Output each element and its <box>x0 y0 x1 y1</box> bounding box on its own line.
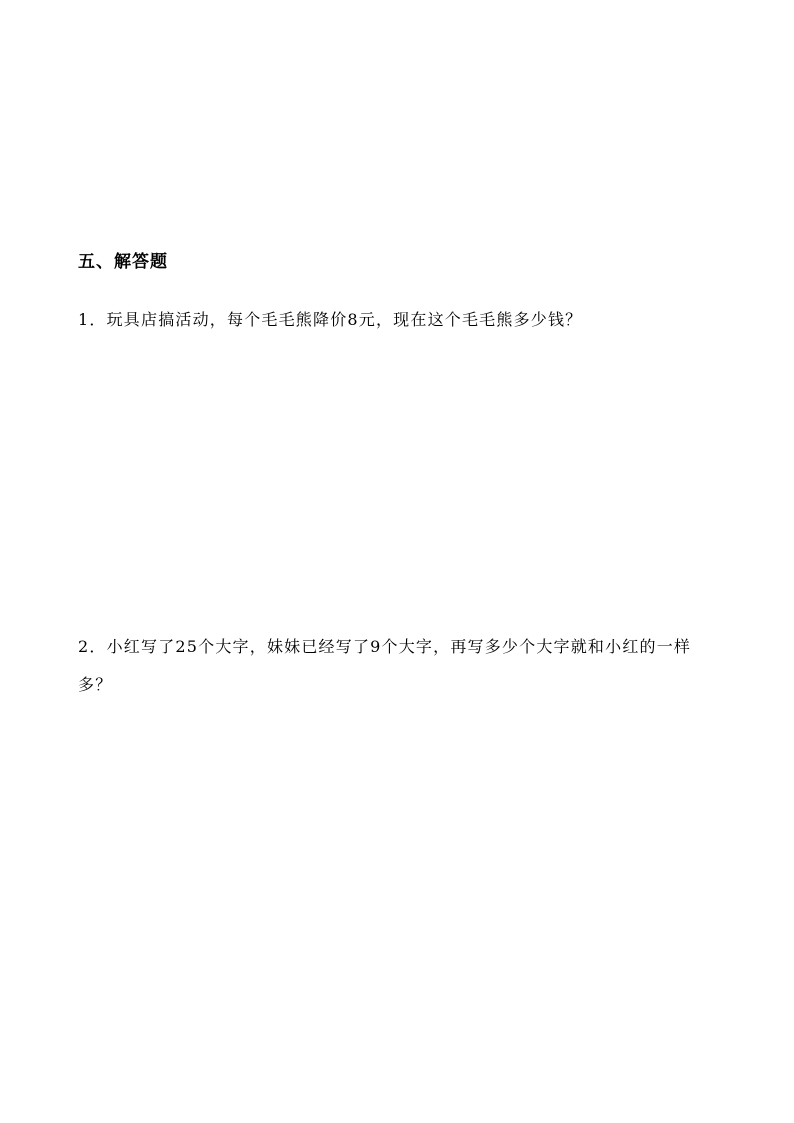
question-1 <box>78 301 718 339</box>
answer-space-1 <box>78 345 718 615</box>
question-2 <box>78 628 718 704</box>
answer-space-2 <box>78 715 718 1075</box>
question-2-text: 小红写了25个大字，妹妹已经写了9个大字，再写多少个大字就和小红的一样多？ <box>78 637 692 694</box>
question-1-number: 1． <box>78 310 107 329</box>
section-title: 五、解答题 <box>78 252 168 272</box>
question-2-number: 2． <box>78 637 107 656</box>
question-1-text: 玩具店搞活动，每个毛毛熊降价8元，现在这个毛毛熊多少钱？ <box>106 310 583 329</box>
